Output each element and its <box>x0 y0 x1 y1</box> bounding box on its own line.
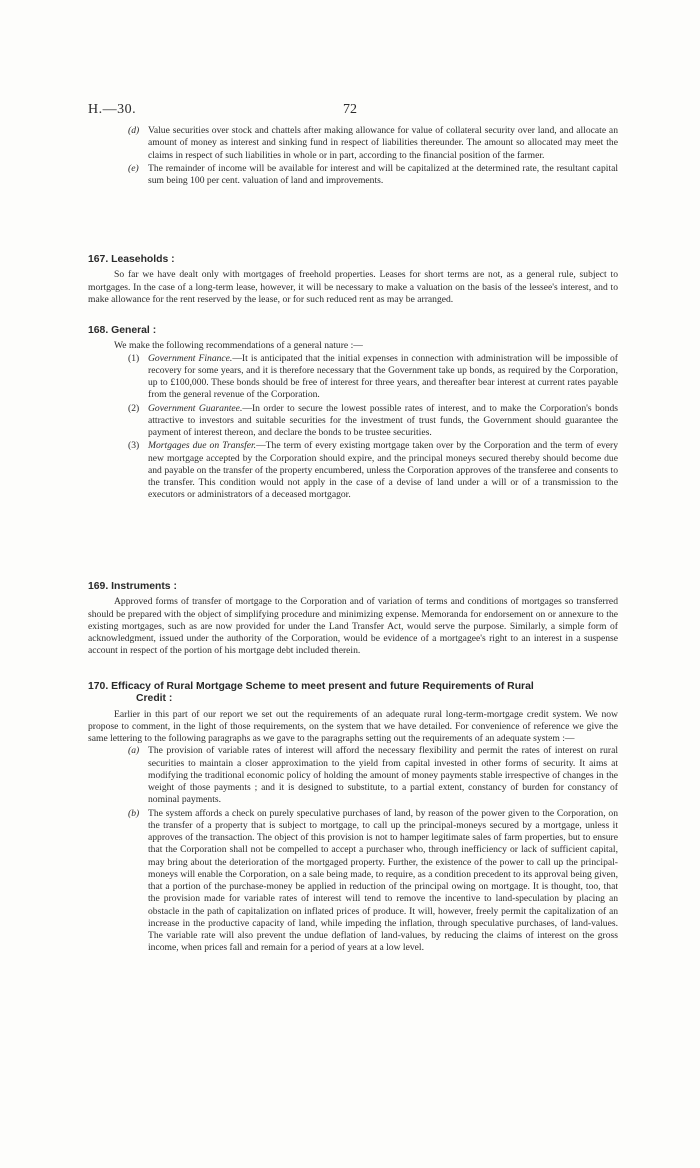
section-167 <box>88 254 618 306</box>
section-heading: 167. Leaseholds : <box>88 254 175 265</box>
document-reference: H.—30. <box>88 102 137 117</box>
item-text: The remainder of income will be available for interest and will be capitalized at the determined rate, the resultant capital sum being 100 per cent. valuation of land and improvements. <box>148 162 618 186</box>
list-item <box>88 403 618 440</box>
section-paragraph: Approved forms of transfer of mortgage to the Corporation and of variation of terms and conditions of mortgages so transferred should be prepared with the object of simplifying procedure and minimizing expense. Memoranda for endorsement on or annexure to the existing mortgages, such as are now provided for under the Land Transfer Act, would serve the purpose. Similarly, a simple form of acknowledgment, issued under the authority of the Corporation, would be evidence of a mortgagee's right to an interest in a suspense account in respect of the portion of his mortgage debt included therein. <box>88 596 618 657</box>
list-item <box>88 125 618 162</box>
item-title: Mortgages due on Transfer. <box>148 440 257 452</box>
page-number: 72 <box>343 102 357 117</box>
item-text: —It is anticipated that the initial expenses in connection with administration will be impossible of recovery for some years, and it is therefore necessary that the Government take up bonds, as required by the Corporation, up to £100,000. These bonds should be free of interest for three years, and thereafter bear interest at current rates payable from the general revenue of the Corporation. <box>148 352 618 401</box>
list-item <box>88 745 618 806</box>
continued-list <box>88 125 618 188</box>
item-label: (3) <box>128 440 140 452</box>
list-item <box>88 808 618 955</box>
section-intro: We make the following recommendations of a general nature :— <box>114 340 363 352</box>
item-label: (2) <box>128 402 140 414</box>
list-item <box>88 440 618 501</box>
item-label: (a) <box>128 745 140 757</box>
item-label: (b) <box>128 807 140 819</box>
list-item <box>88 163 618 188</box>
section-heading: 169. Instruments : <box>88 581 177 592</box>
section-paragraph: Earlier in this part of our report we set out the requirements of an adequate rural long-term-mortgage credit system. We now propose to comment, in the light of those requirements, on the system that we have detailed. For convenience of reference we give the same lettering to the following paragraphs as we gave to the paragraphs setting out the requirements of an adequate system :— <box>88 708 618 744</box>
item-text: Value securities over stock and chattels after making allowance for value of collateral security over land, and allocate an amount of money as interest and sinking fund in respect of liabilities thereunder. The amount so allocated may meet the claims in respect of such liabilities in whole or in part, according to the financial position of the farmer. <box>148 125 618 161</box>
item-title: Government Guarantee. <box>148 402 243 414</box>
item-text: —In order to secure the lowest possible rates of interest, and to make the Corporation's bonds attractive to investors and suitable securities for the investment of trust funds, the Government should guarantee the payment of interest thereon, and declare the bonds to be trustee securities. <box>148 402 618 438</box>
item-text: The system affords a check on purely speculative purchases of land, by reason of the power given to the Corporation, on the transfer of a property that is subject to mortgage, to call up the principal-moneys secured by a mortgage, unless it approves of the transaction. The object of this provision is not to hamper legitimate sales of farm properties, but to ensure that the Corporation shall not be compelled to accept a purchaser who, through inefficiency or lack of sufficient capital, may bring about the deterioration of the mortgaged property. Further, the existence of the power to call up the principal-moneys will enable the Corporation, on a sale being made, to require, as a condition precedent to its approval being given, that a portion of the purchase-money be applied in reduction of the principal owing on mortgage. It is thought, too, that the provision made for variable rates of interest will tend to remove the incentive to land-speculation by placing an obstacle in the path of capitalization on inflated prices of produce. It will, however, freely permit the capitalization of an increase in the productive capacity of land, while impeding the inflation, through speculative purchases, of land-values. The variable rate will also prevent the undue deflation of land-values, by reducing the claims of interest on the gross income, when prices fall and remain for a period of years at a low level. <box>148 807 618 954</box>
item-label: (d) <box>128 125 140 136</box>
section-169 <box>88 581 618 658</box>
section-paragraph: So far we have dealt only with mortgages of freehold properties. Leases for short terms are not, as a general rule, subject to mortgages. In the case of a long-term lease, however, it will be necessary to make a valuation on the basis of the lessee's interest, and to make allowance for the rent reserved by the lease, or for such reduced rent as may be arranged. <box>88 269 618 305</box>
item-text: The provision of variable rates of interest will afford the necessary flexibility and permit the rates of interest on rural securities to maintain a closer approximation to the yield from capital invested in other forms of security. It aims at modifying the traditional economic policy of holding the amount of money payments stable irrespective of changes in the weight of those payments ; and it is designed to substitute, to a partial extent, constancy of burden for constancy of nominal payments. <box>148 745 618 806</box>
heading-line-1: 170. Efficacy of Rural Mortgage Scheme to meet present and future Requirements of Rural <box>88 681 534 692</box>
section-heading <box>88 681 618 706</box>
list-item <box>88 353 618 402</box>
item-label: (1) <box>128 352 140 364</box>
section-168 <box>88 325 618 503</box>
section-heading: 168. General : <box>88 325 157 336</box>
item-title: Government Finance. <box>148 352 233 364</box>
heading-line-2: Credit : <box>136 693 173 705</box>
item-text: —The term of every existing mortgage taken over by the Corporation and the term of every new mortgage accepted by the Corporation should expire, and the principal moneys secured thereby should become due and payable on the transfer of the property encumbered, unless the Corporation approves of the transferee and consents to the transfer. This condition would not apply in the case of a devise of land under a will or of a transmission to the executors or administrators of a deceased mortgagor. <box>148 440 618 501</box>
item-label: (e) <box>128 162 139 174</box>
section-170 <box>88 681 618 956</box>
